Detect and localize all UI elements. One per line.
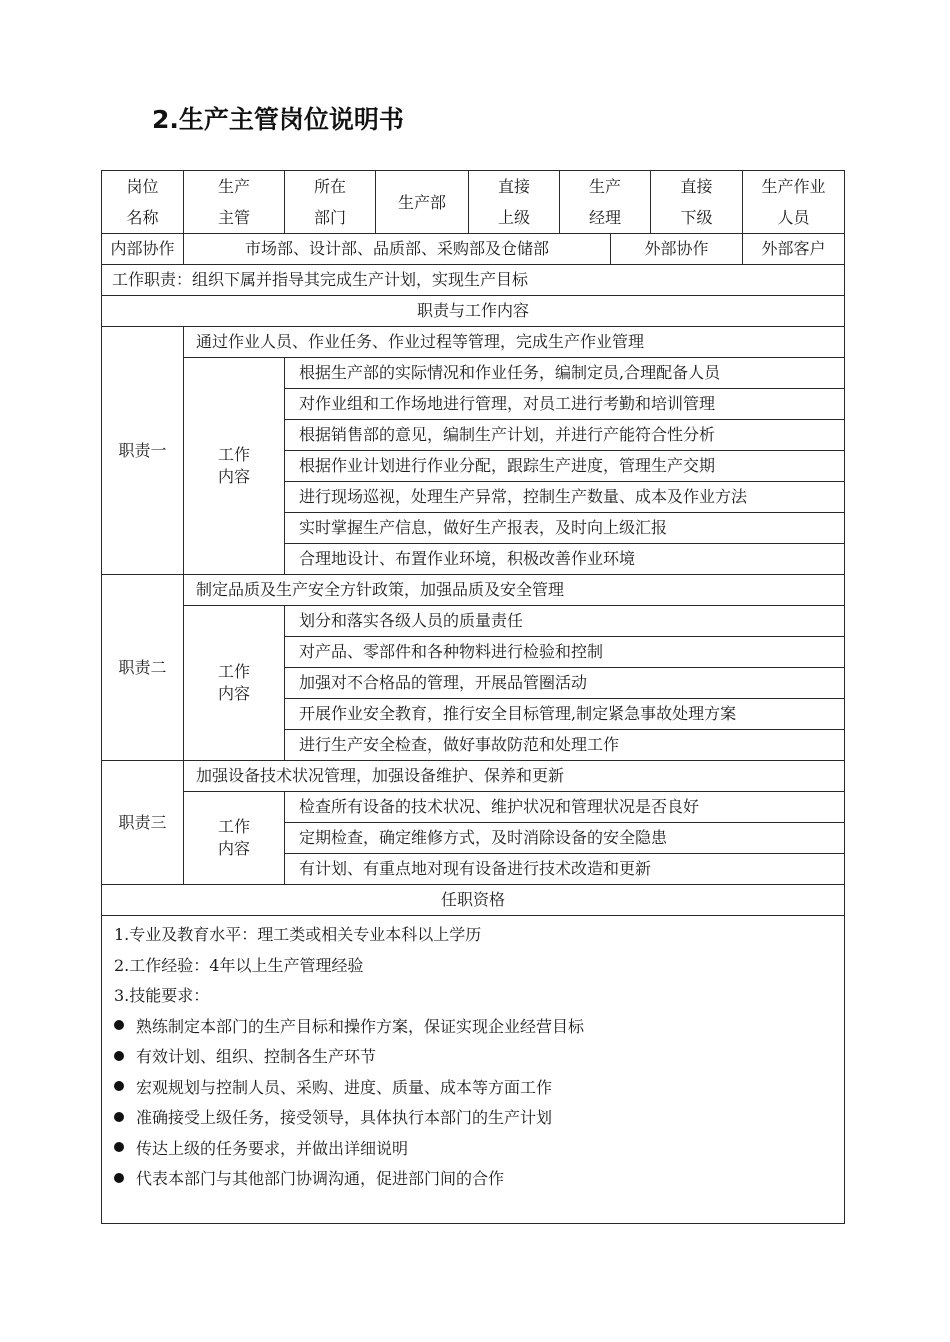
section-duties-heading: 职责与工作内容: [102, 296, 845, 327]
duty-3-summary: 加强设备技术状况管理，加强设备维护、保养和更新: [184, 761, 845, 792]
direct-subordinate-label: 直接 下级: [651, 171, 743, 234]
skill-item: 代表本部门与其他部门协调沟通，促进部门间的合作: [114, 1164, 834, 1195]
duty-item: 对作业组和工作场地进行管理，对员工进行考勤和培训管理: [285, 389, 845, 420]
work-content-label: 工作 内容: [184, 792, 285, 885]
position-name-value: 生产 主管: [184, 171, 285, 234]
external-collab-value: 外部客户: [743, 234, 845, 265]
position-name-label: 岗位 名称: [102, 171, 184, 234]
bullet-icon: [114, 1112, 124, 1122]
bullet-icon: [114, 1020, 124, 1030]
duty-item: 根据作业计划进行作业分配，跟踪生产进度，管理生产交期: [285, 451, 845, 482]
duty-item: 合理地设计、布置作业环境，积极改善作业环境: [285, 544, 845, 575]
duty-1-label: 职责一: [102, 327, 184, 575]
bullet-icon: [114, 1173, 124, 1183]
direct-superior-label: 直接 上级: [469, 171, 560, 234]
qualification-experience: 2.工作经验：4年以上生产管理经验: [114, 955, 364, 975]
external-collab-label: 外部协作: [611, 234, 743, 265]
bullet-icon: [114, 1142, 124, 1152]
skill-item: 熟练制定本部门的生产目标和操作方案，保证实现企业经营目标: [114, 1012, 834, 1043]
bullet-icon: [114, 1051, 124, 1061]
qualification-education: 1.专业及教育水平：理工类或相关专业本科以上学历: [114, 925, 482, 944]
duty-item: 有计划、有重点地对现有设备进行技术改造和更新: [285, 854, 845, 885]
duty-item: 检查所有设备的技术状况、维护状况和管理状况是否良好: [285, 792, 845, 823]
skill-item: 宏观规划与控制人员、采购、进度、质量、成本等方面工作: [114, 1073, 834, 1104]
duty-2-summary: 制定品质及生产安全方针政策，加强品质及安全管理: [184, 575, 845, 606]
job-description-table: [101, 170, 845, 1224]
duty-2-label: 职责二: [102, 575, 184, 761]
direct-subordinate-value: 生产作业 人员: [743, 171, 845, 234]
duty-item: 对产品、零部件和各种物料进行检验和控制: [285, 637, 845, 668]
skill-item: 有效计划、组织、控制各生产环节: [114, 1042, 834, 1073]
duty-item: 划分和落实各级人员的质量责任: [285, 606, 845, 637]
job-duty: 工作职责：组织下属并指导其完成生产计划，实现生产目标: [102, 265, 845, 296]
internal-collab-value: 市场部、设计部、品质部、采购部及仓储部: [184, 234, 611, 265]
page-title: 2.生产主管岗位说明书: [152, 105, 404, 134]
duty-item: 根据生产部的实际情况和作业任务，编制定员,合理配备人员: [285, 358, 845, 389]
department-label: 所在 部门: [285, 171, 376, 234]
duty-3-label: 职责三: [102, 761, 184, 885]
qualifications-block: [102, 916, 845, 1224]
section-qualifications-heading: 任职资格: [102, 885, 845, 916]
duty-item: 进行现场巡视，处理生产异常，控制生产数量、成本及作业方法: [285, 482, 845, 513]
work-content-label: 工作 内容: [184, 606, 285, 761]
collaboration-row: [102, 234, 845, 265]
duty-item: 加强对不合格品的管理，开展品管圈活动: [285, 668, 845, 699]
duty-item: 进行生产安全检查，做好事故防范和处理工作: [285, 730, 845, 761]
duty-item: 实时掌握生产信息，做好生产报表，及时向上级汇报: [285, 513, 845, 544]
skill-item: 准确接受上级任务，接受领导，具体执行本部门的生产计划: [114, 1103, 834, 1134]
direct-superior-value: 生产 经理: [560, 171, 651, 234]
skill-item: 传达上级的任务要求，并做出详细说明: [114, 1134, 834, 1165]
duty-item: 开展作业安全教育，推行安全目标管理,制定紧急事故处理方案: [285, 699, 845, 730]
work-content-label: 工作 内容: [184, 358, 285, 575]
duty-item: 根据销售部的意见，编制生产计划，并进行产能符合性分析: [285, 420, 845, 451]
duty-item: 定期检查，确定维修方式，及时消除设备的安全隐患: [285, 823, 845, 854]
bullet-icon: [114, 1081, 124, 1091]
internal-collab-label: 内部协作: [102, 234, 184, 265]
duty-1-summary: 通过作业人员、作业任务、作业过程等管理，完成生产作业管理: [184, 327, 845, 358]
department-value: 生产部: [376, 171, 469, 234]
qualification-skills-heading: 3.技能要求：: [114, 986, 210, 1005]
header-row: [102, 171, 845, 234]
